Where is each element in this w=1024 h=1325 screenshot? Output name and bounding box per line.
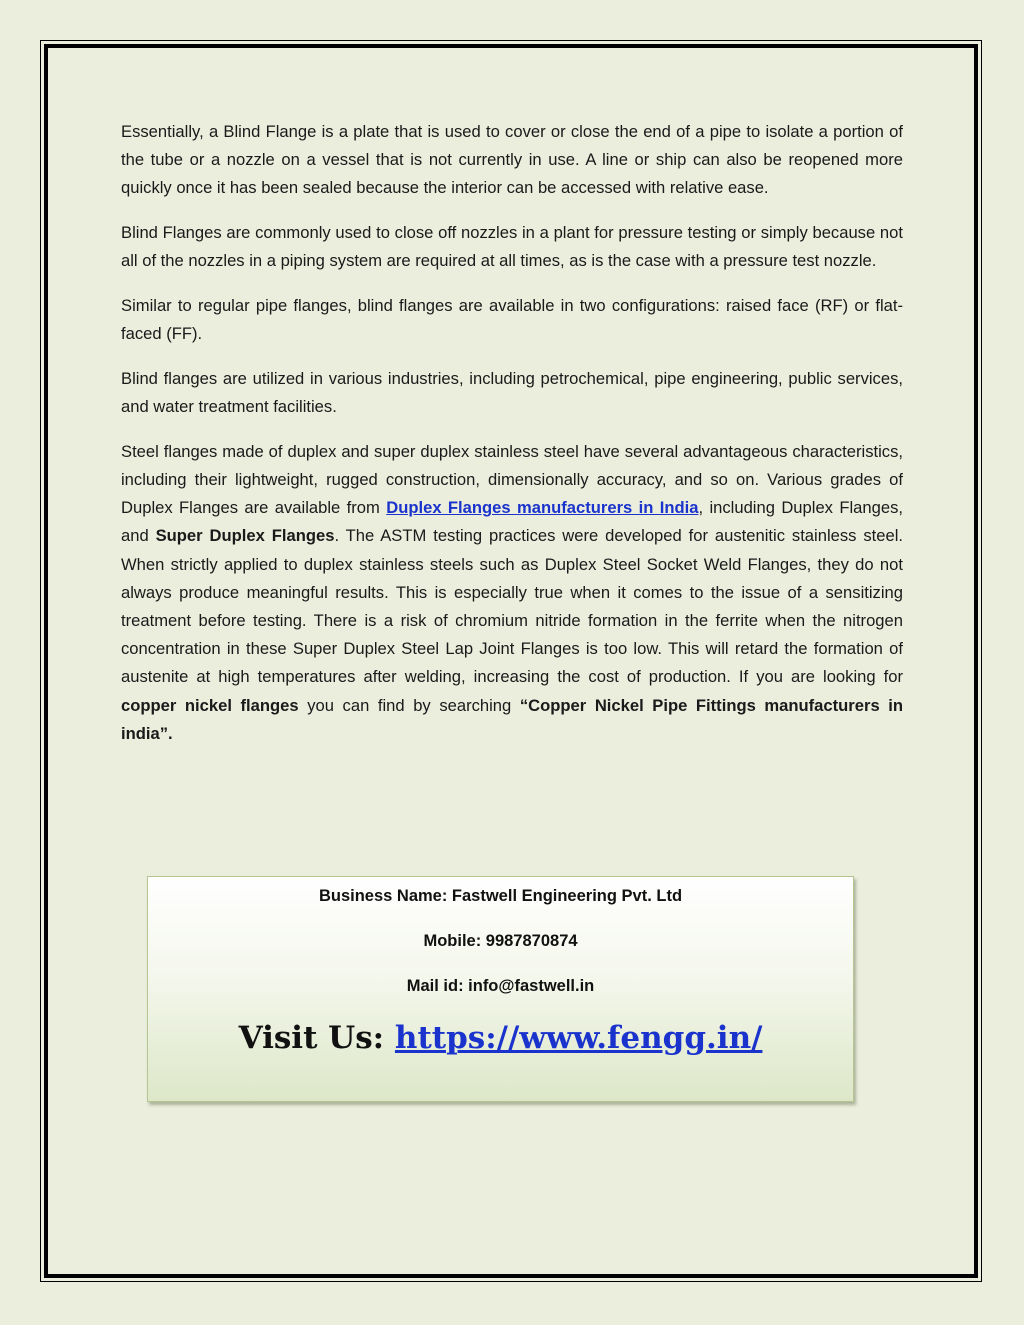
text-segment: . The ASTM testing practices were developed for austenitic stainless steel. When strictly applied to duplex stainless steels such as Duplex Steel Socket Weld Flanges, they do not always produce meaningful results. This is especially true when it comes to the issue of a sensitizing treatment before testing. There is a risk of chromium nitride formation in the ferrite when the nitrogen concentration in these Super Duplex Steel Lap Joint Flanges is too low. This will retard the formation of austenite at high temperatures after welding, increasing the cost of production. If you are looking for: [121, 526, 904, 687]
visit-us-label: Visit Us:: [238, 1020, 395, 1056]
paragraph-duplex-flanges: [121, 438, 903, 748]
duplex-flanges-link[interactable]: Duplex Flanges manufacturers in India: [386, 498, 699, 518]
paragraph-industries: Blind flanges are utilized in various industries, including petrochemical, pipe engineering, public services, and water treatment facilities.: [121, 368, 903, 417]
website-link[interactable]: https://www.fengg.in/: [394, 1020, 763, 1056]
paragraph-blind-flange-definition: Essentially, a Blind Flange is a plate that is used to cover or close the end of a pipe to isolate a portion of the tube or a nozzle on a vessel that is not currently in use. A line or ship can also be reopened more quickly once it has been sealed because the interior can be accessed with relative ease.: [121, 122, 903, 198]
visit-us-line: [148, 1020, 853, 1056]
text-segment: Steel flanges made of duplex and super duplex stainless steel have several advantageous characteristics, including their lightweight, rugged construction, dimensionally accuracy, and so on. Various grades of Duplex Flanges are available from: [121, 441, 903, 518]
paragraph-configurations: Similar to regular pipe flanges, blind flanges are available in two configurations: raised face (RF) or flat-faced (FF).: [121, 296, 903, 344]
text-segment: you can find by searching: [298, 695, 520, 715]
bold-super-duplex-flanges: Super Duplex Flanges: [155, 526, 335, 546]
article-body: [121, 118, 903, 765]
business-mobile: Mobile: 9987870874: [423, 932, 578, 950]
business-contact-box: [147, 876, 854, 1102]
text-segment: , including Duplex Flanges, and: [121, 498, 903, 546]
bold-copper-nickel-flanges: copper nickel flanges: [121, 695, 299, 715]
bold-search-phrase: “Copper Nickel Pipe Fittings manufacturers in india”.: [121, 695, 903, 743]
business-name: Business Name: Fastwell Engineering Pvt. Ltd: [318, 887, 683, 905]
business-mail: Mail id: info@fastwell.in: [406, 977, 595, 995]
paragraph-blind-flange-usage: Blind Flanges are commonly used to close off nozzles in a plant for pressure testing or simply because not all of the nozzles in a piping system are required at all times, as is the case with a pressure test nozzle.: [121, 223, 903, 271]
